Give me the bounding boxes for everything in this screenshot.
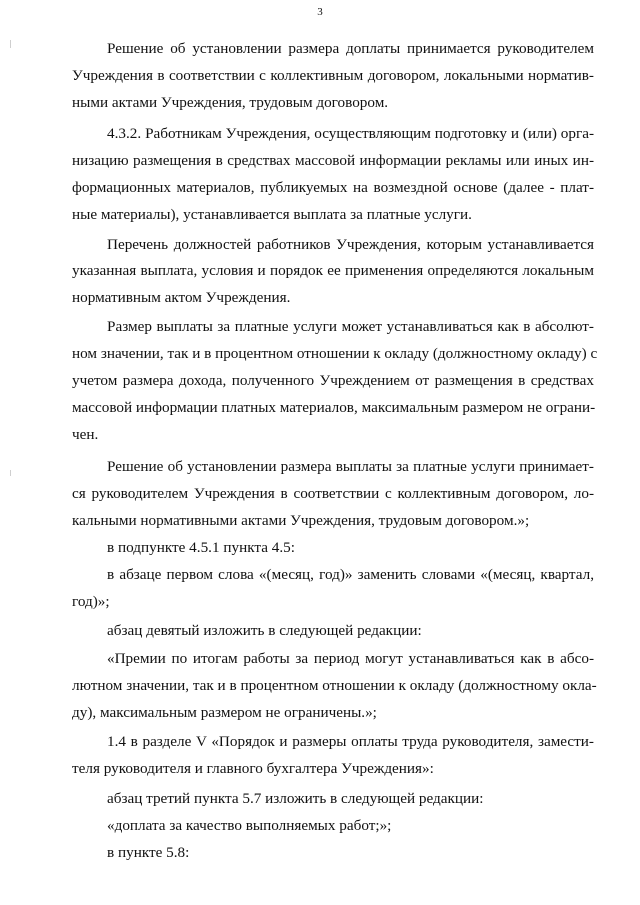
text-line: абзац третий пункта 5.7 изложить в следующей редакции: xyxy=(107,790,484,807)
text-line: в абзаце первом слова «(месяц, год)» заменить словами «(месяц, квартал, xyxy=(107,566,594,583)
scan-margin-mark xyxy=(10,470,11,476)
text-line: кальными нормативными актами Учреждения, трудовым договором.»; xyxy=(72,512,530,529)
text-line: в пункте 5.8: xyxy=(107,844,190,861)
text-line: «доплата за качество выполняемых работ;»; xyxy=(107,817,392,834)
text-line: Размер выплаты за платные услуги может устанавливаться как в абсолют- xyxy=(107,318,594,335)
text-line: год)»; xyxy=(72,593,110,610)
text-line: теля руководителя и главного бухгалтера Учреждения»: xyxy=(72,760,434,777)
text-line: чен. xyxy=(72,426,99,443)
scan-margin-mark xyxy=(10,40,11,48)
text-line: Решение об установлении размера доплаты принимается руководителем xyxy=(107,40,594,57)
text-line: ся руководителем Учреждения в соответствии с коллективным договором, ло- xyxy=(72,485,594,502)
page-number: 3 xyxy=(317,6,323,18)
text-line: «Премии по итогам работы за период могут устанавливаться как в абсо- xyxy=(107,650,594,667)
text-line: лютном значении, так и в процентном отношении к окладу (должностному окла- xyxy=(72,677,597,694)
text-line: Учреждения в соответствии с коллективным договором, локальными норматив- xyxy=(72,67,594,84)
text-line: формационных материалов, публикуемых на возмездной основе (далее - плат- xyxy=(72,179,594,196)
text-line: абзац девятый изложить в следующей редакции: xyxy=(107,622,422,639)
text-line: низацию размещения в средствах массовой информации рекламы или иных ин- xyxy=(72,152,594,169)
text-line: Решение об установлении размера выплаты за платные услуги принимает- xyxy=(107,458,594,475)
text-line: 4.3.2. Работникам Учреждения, осуществляющим подготовку и (или) орга- xyxy=(107,125,594,142)
text-line: 1.4 в разделе V «Порядок и размеры оплаты труда руководителя, замести- xyxy=(107,733,594,750)
text-line: ду), максимальным размером не ограничены.»; xyxy=(72,704,377,721)
text-line: Перечень должностей работников Учреждения, которым устанавливается xyxy=(107,236,594,253)
text-line: учетом размера дохода, полученного Учреждением от размещения в средствах xyxy=(72,372,594,389)
text-line: нормативным актом Учреждения. xyxy=(72,289,291,306)
text-line: в подпункте 4.5.1 пункта 4.5: xyxy=(107,539,295,556)
text-line: ными актами Учреждения, трудовым договором. xyxy=(72,94,389,111)
text-line: ные материалы), устанавливается выплата за платные услуги. xyxy=(72,206,472,223)
text-line: указанная выплата, условия и порядок ее применения определяются локальным xyxy=(72,262,594,279)
text-line: ном значении, так и в процентном отношении к окладу (должностному окладу) с xyxy=(72,345,598,362)
text-line: массовой информации платных материалов, максимальным размером не ограни- xyxy=(72,399,596,416)
